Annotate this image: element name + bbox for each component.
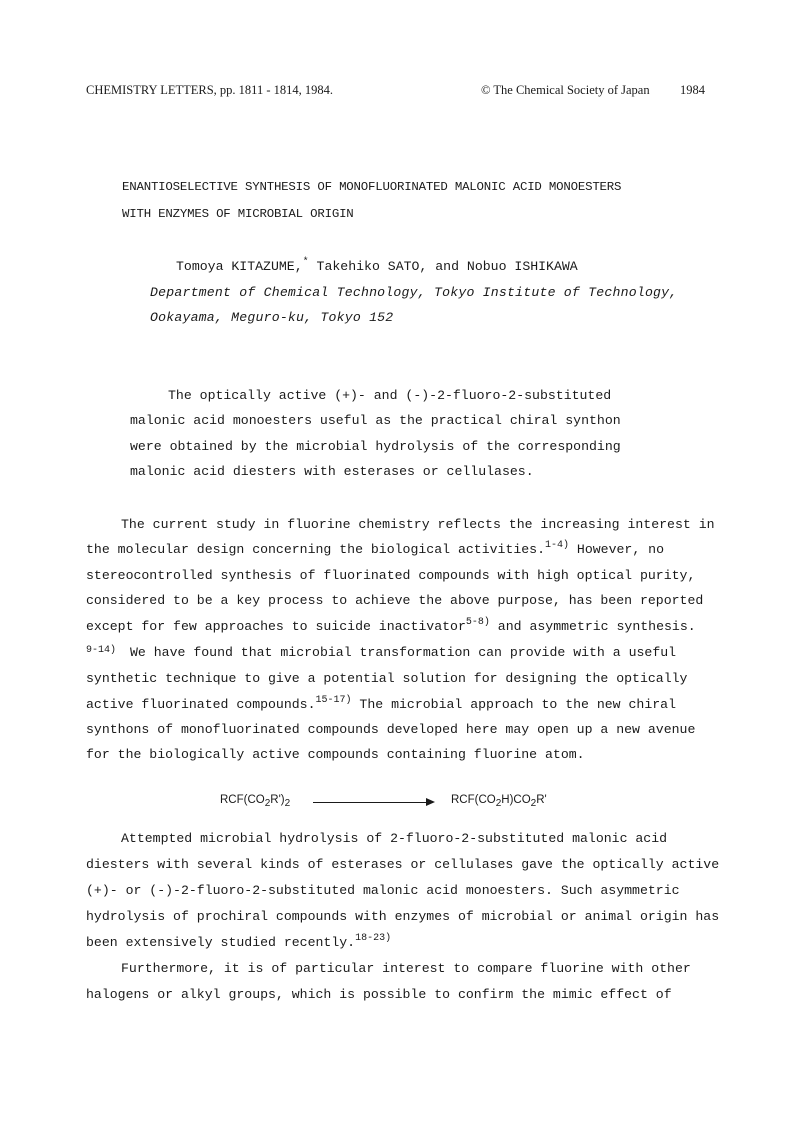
copyright-notice: © The Chemical Society of Japan xyxy=(481,83,650,97)
paper-title-line2: WITH ENZYMES OF MICROBIAL ORIGIN xyxy=(122,207,354,221)
body-line: synthons of monofluorinated compounds developed here may open up a new avenue xyxy=(86,722,696,737)
body-line: the molecular design concerning the biological activities.$^{1-4)}$ However, no xyxy=(86,540,664,557)
body-line: except for few approaches to suicide inactivator$^{5-8)}$ and asymmetric synthesis. xyxy=(86,617,696,634)
abstract-line: were obtained by the microbial hydrolysis of the corresponding xyxy=(130,439,621,454)
abstract-line: malonic acid monoesters useful as the practical chiral synthon xyxy=(130,413,621,428)
body-line: Attempted microbial hydrolysis of 2-fluoro-2-substituted malonic acid xyxy=(121,831,668,846)
paper-title-line1: ENANTIOSELECTIVE SYNTHESIS OF MONOFLUORINATED MALONIC ACID MONOESTERS xyxy=(122,180,622,194)
citation-ref: 1-4) xyxy=(545,540,570,551)
body-line: halogens or alkyl groups, which is possible to confirm the mimic effect of xyxy=(86,987,672,1002)
affiliation-line1: Department of Chemical Technology, Tokyo Institute of Technology, xyxy=(150,285,678,300)
citation-ref: 5-8) xyxy=(465,617,490,628)
affiliation-line2: Ookayama, Meguro-ku, Tokyo 152 xyxy=(150,310,394,325)
body-line: diesters with several kinds of esterases or cellulases gave the optically active xyxy=(86,857,720,872)
citation-ref: 15-17) xyxy=(315,695,352,706)
abstract-line: The optically active (+)- and (-)-2-fluoro-2-substituted xyxy=(168,388,612,403)
body-line: for the biologically active compounds containing fluorine atom. xyxy=(86,747,585,762)
body-line: stereocontrolled synthesis of fluorinated compounds with high optical purity, xyxy=(86,568,696,583)
header-year: 1984 xyxy=(680,83,705,97)
body-line: (+)- or (-)-2-fluoro-2-substituted malonic acid monoesters. Such asymmetric xyxy=(86,883,680,898)
author-first: Tomoya KITAZUME, xyxy=(176,259,303,274)
body-line: synthetic technique to give a potential solution for designing the optically xyxy=(86,671,688,686)
body-line: active fluorinated compounds.$^{15-17)}$ The microbial approach to the new chiral xyxy=(86,695,676,712)
body-line: considered to be a key process to achieve the above purpose, has been reported xyxy=(86,593,704,608)
corresponding-author-mark: * xyxy=(302,257,309,268)
abstract-line: malonic acid diesters with esterases or cellulases. xyxy=(130,464,534,479)
author-others: Takehiko SATO, and Nobuo ISHIKAWA xyxy=(308,259,578,274)
reactant-formula: $RCF(CO_2R')_2$ xyxy=(220,794,291,809)
body-line: been extensively studied recently.$^{18-23)}$ xyxy=(86,933,392,950)
journal-citation: CHEMISTRY LETTERS, pp. 1811 - 1814, 1984. xyxy=(86,83,333,97)
citation-ref: 18-23) xyxy=(355,933,392,944)
citation-ref: 9-14) xyxy=(86,645,117,656)
author-list xyxy=(176,259,578,274)
reaction-arrow-icon xyxy=(313,802,433,803)
product-formula: $RCF(CO_2H)CO_2R'$ xyxy=(451,794,547,809)
body-line: hydrolysis of prochiral compounds with enzymes of microbial or animal origin has xyxy=(86,909,720,924)
body-line: $^{9-14)}$ We have found that microbial transformation can provide with a useful xyxy=(86,645,677,660)
body-line: Furthermore, it is of particular interest to compare fluorine with other xyxy=(121,961,691,976)
body-line: The current study in fluorine chemistry reflects the increasing interest in xyxy=(121,517,715,532)
